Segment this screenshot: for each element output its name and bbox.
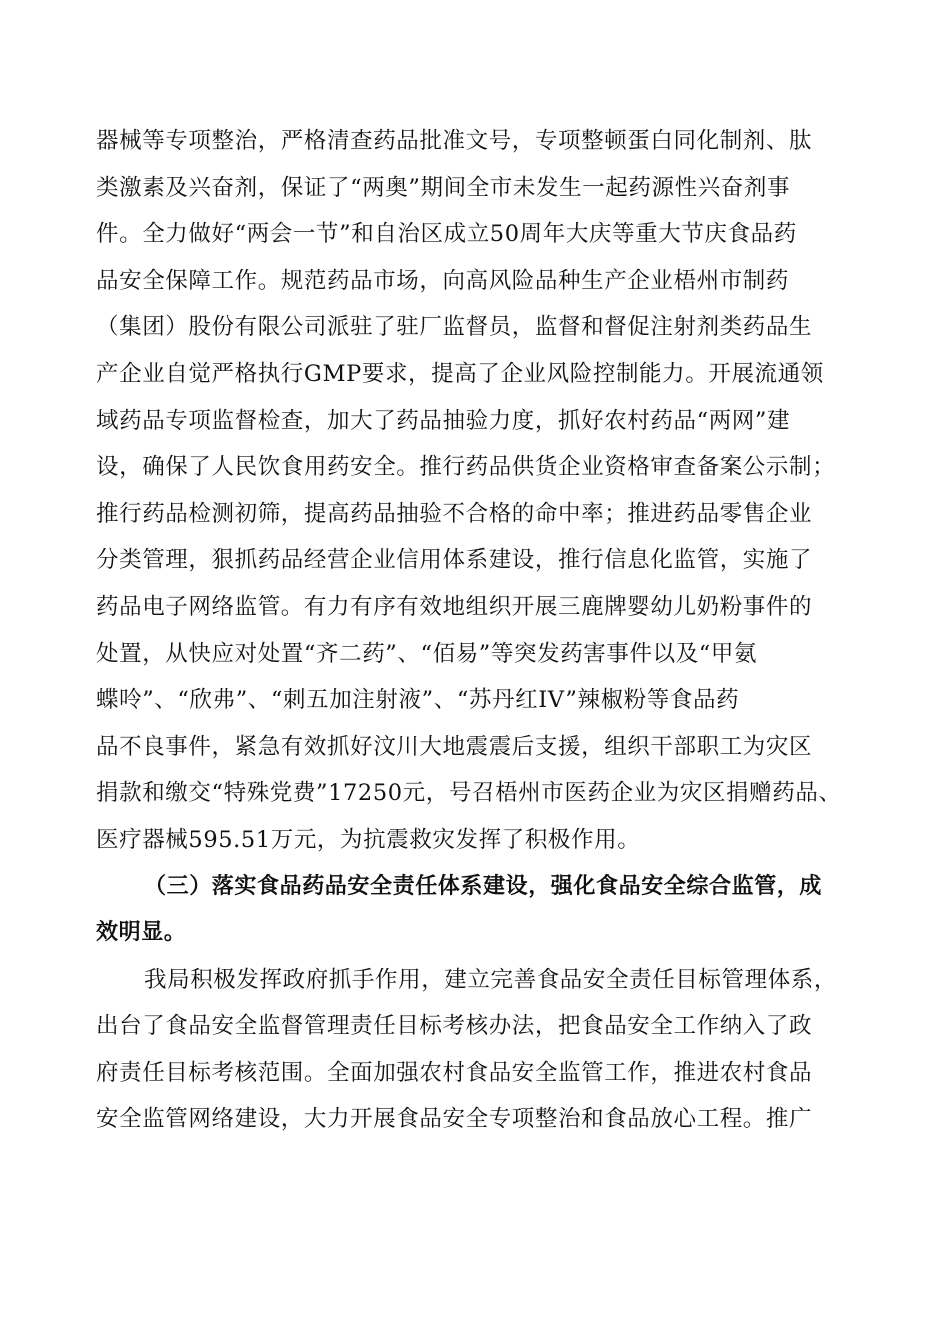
paragraph-drug-supervision: [96, 118, 876, 864]
text-line: 捐款和缴交“特殊党费”17250元，号召梧州市医药企业为灾区捐赠药品、: [96, 780, 842, 807]
text-line: 设，确保了人民饮食用药安全。推行药品供货企业资格审查备案公示制；: [96, 454, 836, 481]
text-line: 品安全保障工作。规范药品市场，向高风险品种生产企业梧州市制药: [96, 267, 790, 294]
text-line: 分类管理，狠抓药品经营企业信用体系建设，推行信息化监管，实施了: [96, 547, 813, 574]
text-line: 推行药品检测初筛，提高药品抽验不合格的命中率；推进药品零售企业: [96, 500, 813, 527]
text-line: 件。全力做好“两会一节”和自治区成立50周年大庆等重大节庆食品药: [96, 221, 797, 248]
heading-line: （三）落实食品药品安全责任体系建设，强化食品安全综合监管，成: [144, 873, 823, 899]
section-heading-3: [96, 864, 876, 957]
text-line: 品不良事件，紧急有效抓好汶川大地震震后支援，组织干部职工为灾区: [96, 733, 813, 760]
text-line: 我局积极发挥政府抓手作用，建立完善食品安全责任目标管理体系，: [144, 966, 838, 993]
text-line: 药品电子网络监管。有力有序有效地组织开展三鹿牌婴幼儿奶粉事件的: [96, 593, 813, 620]
text-line: 产企业自觉严格执行GMP要求，提高了企业风险控制能力。开展流通领: [96, 360, 824, 387]
paragraph-food-safety: [96, 957, 876, 1143]
text-line: 府责任目标考核范围。全面加强农村食品安全监管工作，推进农村食品: [96, 1059, 813, 1086]
document-body: [96, 118, 876, 1143]
text-line: 类激素及兴奋剂，保证了“两奥”期间全市未发生一起药源性兴奋剂事: [96, 174, 791, 201]
heading-line: 效明显。: [96, 920, 187, 946]
text-line: 医疗器械595.51万元，为抗震救灾发挥了积极作用。: [96, 826, 641, 853]
text-line: 出台了食品安全监督管理责任目标考核办法，把食品安全工作纳入了政: [96, 1013, 813, 1040]
text-line: 蝶呤”、“欣弗”、“刺五加注射液”、“苏丹红IV”辣椒粉等食品药: [96, 687, 740, 714]
text-line: （集团）股份有限公司派驻了驻厂监督员，监督和督促注射剂类药品生: [96, 314, 813, 341]
text-line: 器械等专项整治，严格清查药品批准文号，专项整顿蛋白同化制剂、肽: [96, 128, 813, 154]
text-line: 安全监管网络建设，大力开展食品安全专项整治和食品放心工程。推广: [96, 1106, 813, 1133]
text-line: 处置，从快应对处置“齐二药”、“佰易”等突发药害事件以及“甲氨: [96, 640, 758, 667]
text-line: 域药品专项监督检查，加大了药品抽验力度，抓好农村药品“两网”建: [96, 407, 791, 434]
